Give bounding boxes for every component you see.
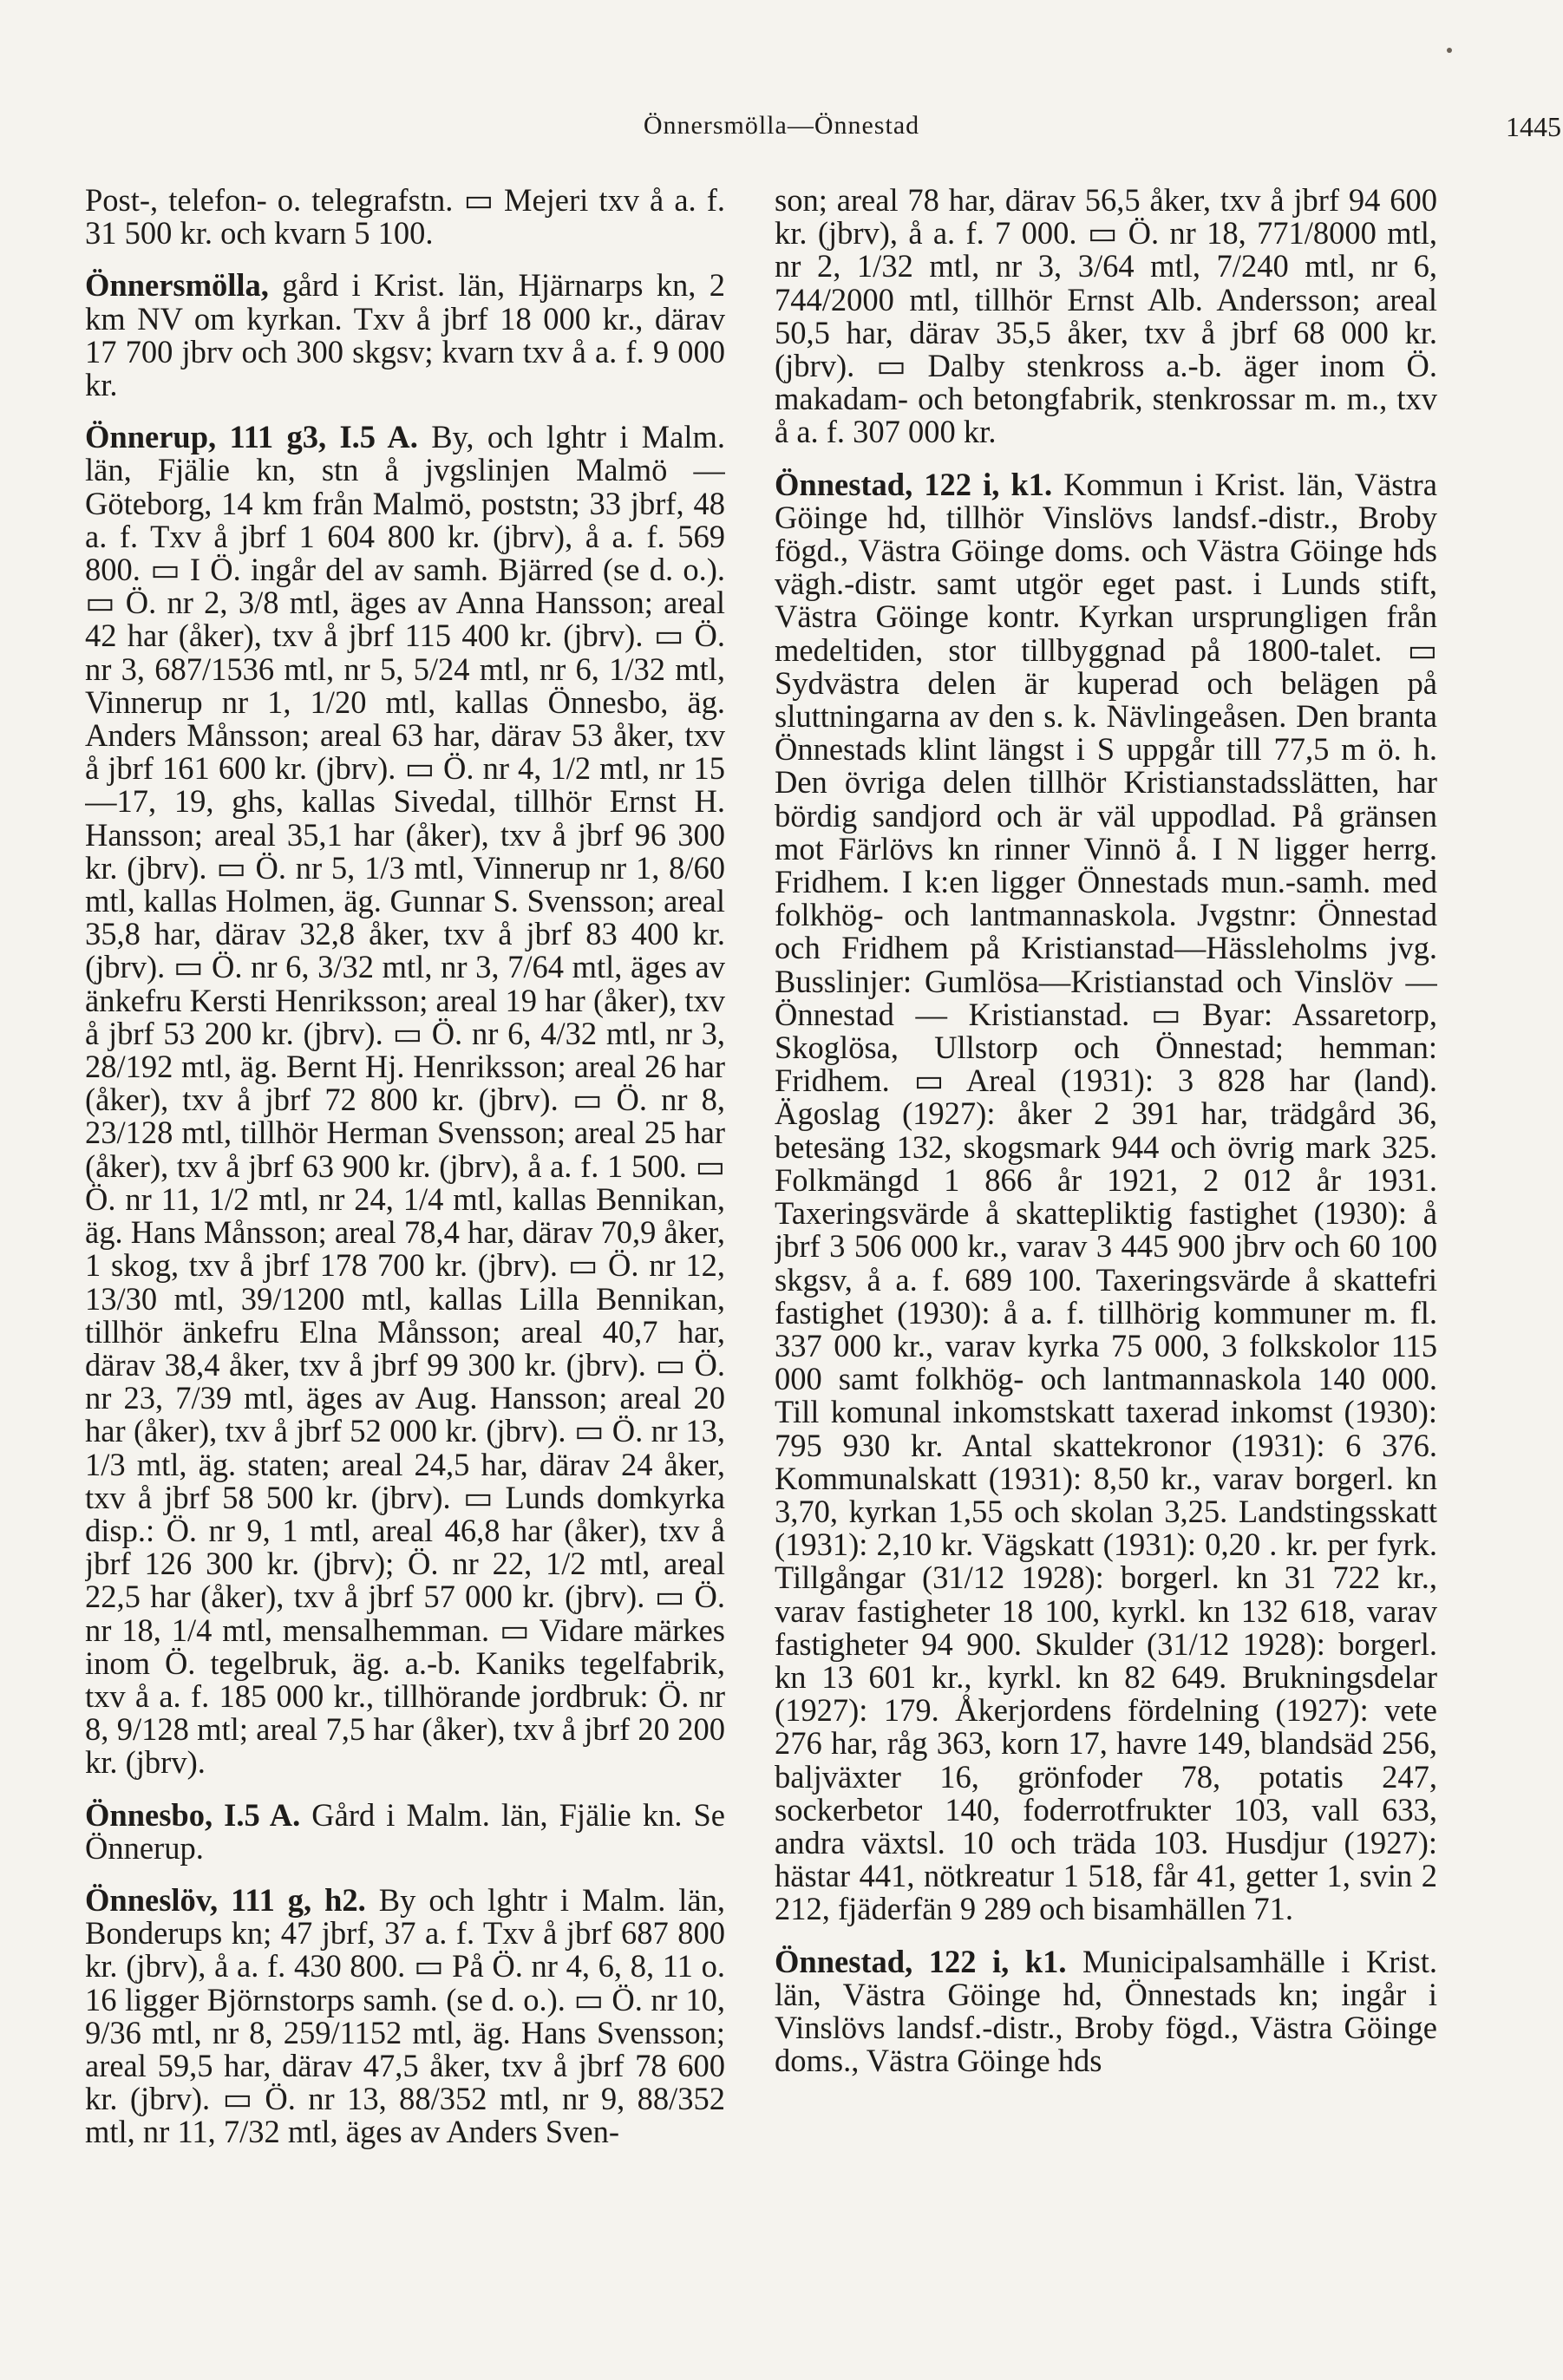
- page-number: 1445: [1506, 111, 1561, 142]
- entry-text: Kommun i Krist. län, Västra Göinge hd, tillhör Vinslövs landsf.-distr., Broby fögd., Västra Göinge doms. och Västra Göinge hds vägh.-distr. samt utgör eget past. i Lunds stift, Västra Göinge kontr. Kyrkan ursprungligen från medeltiden, stor tillbyggnad på 1800-talet. ▭ Sydvästra delen är kuperad och belägen på sluttningarna av den s. k. Nävlingeåsen. Den branta Önnestads klint längst i S uppgår till 77,5 m ö. h. Den övriga delen tillhör Kristianstadsslätten, har bördig sandjord och är väl uppodlad. På gränsen mot Färlövs kn rinner Vinnö å. I N ligger herrg. Fridhem. I k:en ligger Önnestads mun.-samh. med folkhög- och lantmannaskola. Jvgstnr: Önnestad och Fridhem på Kristianstad—Hässleholms jvg. Busslinjer: Gumlösa—Kristianstad och Vinslöv — Önnestad — Kristianstad. ▭ Byar: Assaretorp, Skoglösa, Ullstorp och Önnestad; hemman: Fridhem. ▭ Areal (1931): 3 828 har (land). Ägoslag (1927): åker 2 391 har, trädgård 36, betesäng 132, skogsmark 944 och övrig mark 325. Folkmängd 1 866 år 1921, 2 012 år 1931. Taxeringsvärde å skattepliktig fastighet (1930): å jbrf 3 506 000 kr., varav 3 445 900 jbrv och 60 100 skgsv, å a. f. 689 100. Taxeringsvärde å skattefri fastighet (1930): å a. f. tillhörig kommuner m. fl. 337 000 kr., varav kyrka 75 000, 3 folkskolor 115 000 samt folkhög- och lantmannaskola 140 000. Till komunal inkomstskatt taxerad inkomst (1930): 795 930 kr. Antal skattekronor (1931): 6 376. Kommunalskatt (1931): 8,50 kr., varav borgerl. kn 3,70, kyrkan 1,55 och skolan 3,25. Landstingsskatt (1931): 2,10 kr. Vägskatt (1931): 0,20 . kr. per fyrk. Tillgångar (31/12 1928): borgerl. kn 31 722 kr., varav fastigheter 18 100, kyrkl. kn 132 618, varav fastigheter 94 900. Skulder (31/12 1928): borgerl. kn 13 601 kr., kyrkl. kn 82 649. Brukningsdelar (1927): 179. Åkerjordens fördelning (1927): vete 276 har, råg 363, korn 17, havre 149, blandsäd 256, baljväxter 16, grönfoder 78, potatis 247, sockerbetor 140, foderrotfrukter 103, vall 633, andra växtsl. 10 och träda 103. Husdjur (1927): hästar 441, nötkreatur 1 518, får 41, getter 1, svin 2 212, fjäderfän 9 289 och bisamhällen 71.: [775, 466, 1437, 1927]
- entry-post-telefon: [85, 184, 725, 250]
- running-title: Önnersmölla—Önnestad: [643, 111, 920, 140]
- entry-text: By, och lghtr i Malm. län, Fjälie kn, stn å jvgslinjen Malmö — Göteborg, 14 km från Malmö, poststn; 33 jbrf, 48 a. f. Txv å jbrf 1 604 800 kr. (jbrv), å a. f. 569 800. ▭ I Ö. ingår del av samh. Bjärred (se d. o.). ▭ Ö. nr 2, 3/8 mtl, äges av Anna Hansson; areal 42 har (åker), txv å jbrf 115 400 kr. (jbrv). ▭ Ö. nr 3, 687/1536 mtl, nr 5, 5/24 mtl, nr 6, 1/32 mtl, Vinnerup nr 1, 1/20 mtl, kallas Önnesbo, äg. Anders Månsson; areal 63 har, därav 53 åker, txv å jbrf 161 600 kr. (jbrv). ▭ Ö. nr 4, 1/2 mtl, nr 15—17, 19, ghs, kallas Sivedal, tillhör Ernst H. Hansson; areal 35,1 har (åker), txv å jbrf 96 300 kr. (jbrv). ▭ Ö. nr 5, 1/3 mtl, Vinnerup nr 1, 8/60 mtl, kallas Holmen, äg. Gunnar S. Svensson; areal 35,8 har, därav 32,8 åker, txv å jbrf 83 400 kr. (jbrv). ▭ Ö. nr 6, 3/32 mtl, nr 3, 7/64 mtl, äges av änkefru Kersti Henriksson; areal 19 har (åker), txv å jbrf 53 200 kr. (jbrv). ▭ Ö. nr 6, 4/32 mtl, nr 3, 28/192 mtl, äg. Bernt Hj. Henriksson; areal 26 har (åker), txv å jbrf 72 800 kr. (jbrv). ▭ Ö. nr 8, 23/128 mtl, tillhör Herman Svensson; areal 25 har (åker), txv å jbrf 63 900 kr. (jbrv), å a. f. 1 500. ▭ Ö. nr 11, 1/2 mtl, nr 24, 1/4 mtl, kallas Bennikan, äg. Hans Månsson; areal 78,4 har, därav 70,9 åker, 1 skog, txv å jbrf 178 700 kr. (jbrv). ▭ Ö. nr 12, 13/30 mtl, 39/1200 mtl, kallas Lilla Bennikan, tillhör änkefru Elna Månsson; areal 40,7 har, därav 38,4 åker, txv å jbrf 99 300 kr. (jbrv). ▭ Ö. nr 23, 7/39 mtl, äges av Aug. Hansson; areal 20 har (åker), txv å jbrf 52 000 kr. (jbrv). ▭ Ö. nr 13, 1/3 mtl, äg. staten; areal 24,5 har, därav 24 åker, txv å jbrf 58 500 kr. (jbrv). ▭ Lunds domkyrka disp.: Ö. nr 9, 1 mtl, areal 46,8 har (åker), txv å jbrf 126 300 kr. (jbrv); Ö. nr 22, 1/2 mtl, areal 22,5 har (åker), txv å jbrf 57 000 kr. (jbrv). ▭ Ö. nr 18, 1/4 mtl, mensalhemman. ▭ Vidare märkes inom Ö. tegelbruk, äg. a.-b. Kaniks tegelfabrik, txv å a. f. 185 000 kr., tillhörande jordbruk: Ö. nr 8, 9/128 mtl; areal 7,5 har (åker), txv å jbrf 20 200 kr. (jbrv).: [85, 419, 725, 1781]
- entry-onnestad-kommun: [775, 468, 1437, 1926]
- entry-onneslov: [85, 1881, 725, 2150]
- entry-head: Önnersmölla,: [85, 267, 269, 304]
- page-header: [0, 102, 1563, 154]
- entry-onnestad-municipal: [775, 1945, 1437, 2078]
- margin-dot: [1447, 48, 1452, 53]
- entry-text: Post-, telefon- o. telegrafstn. ▭ Mejeri txv å a. f. 31 500 kr. och kvarn 5 100.: [85, 184, 725, 252]
- entry-text: Gård i Malm. län, Fjälie kn. Se Önnerup.: [85, 1796, 725, 1866]
- entry-onnersmolla: [85, 269, 725, 402]
- entry-onnerup: [85, 421, 725, 1779]
- entry-head: Önnerup, 111 g3, I.5 A.: [85, 419, 418, 455]
- entry-text: Municipalsamhälle i Krist. län, Västra Göinge hd, Önnestads kn; ingår i Vinslövs landsf.-distr., Broby fögd., Västra Göinge doms., Västra Göinge hds: [775, 1943, 1437, 2079]
- entry-head: Önnestad, 122 i, k1.: [775, 1943, 1067, 1979]
- entry-head: Önneslöv, 111 g, h2.: [85, 1881, 366, 1918]
- right-column: [775, 184, 1437, 2352]
- entry-text: By och lghtr i Malm. län, Bonderups kn; 47 jbrf, 37 a. f. Txv å jbrf 687 800 kr. (jbrv), å a. f. 430 800. ▭ På Ö. nr 4, 6, 8, 11 o. 16 ligger Björnstorps samh. (se d. o.). ▭ Ö. nr 10, 9/36 mtl, nr 8, 259/1152 mtl, äg. Hans Svensson; areal 59,5 har, därav 47,5 åker, txv å jbrf 78 600 kr. (jbrv). ▭ Ö. nr 13, 88/352 mtl, nr 9, 88/352 mtl, nr 11, 7/32 mtl, äges av Anders Sven-: [85, 1881, 725, 2150]
- entry-onnesbo: [85, 1796, 725, 1866]
- entry-head: Önnesbo, I.5 A.: [85, 1796, 301, 1833]
- left-column: [85, 184, 725, 2352]
- entry-text: son; areal 78 har, därav 56,5 åker, txv å jbrf 94 600 kr. (jbrv), å a. f. 7 000. ▭ Ö. nr 18, 771/8000 mtl, nr 2, 1/32 mtl, nr 3, 3/64 mtl, 7/240 mtl, nr 6, 744/2000 mtl, tillhör Ernst Alb. Andersson; areal 50,5 har, därav 35,5 åker, txv å jbrf 68 000 kr. (jbrv). ▭ Dalby stenkross a.-b. äger inom Ö. makadam- och betongfabrik, stenkrossar m. m., txv å a. f. 307 000 kr.: [775, 184, 1437, 450]
- entry-head: Önnestad, 122 i, k1.: [775, 466, 1053, 502]
- entry-text: gård i Krist. län, Hjärnarps kn, 2 km NV om kyrkan. Txv å jbrf 18 000 kr., därav 17 700 jbrv och 300 skgsv; kvarn txv å a. f. 9 000 kr.: [85, 267, 725, 403]
- entry-onneslov-cont: [775, 184, 1437, 449]
